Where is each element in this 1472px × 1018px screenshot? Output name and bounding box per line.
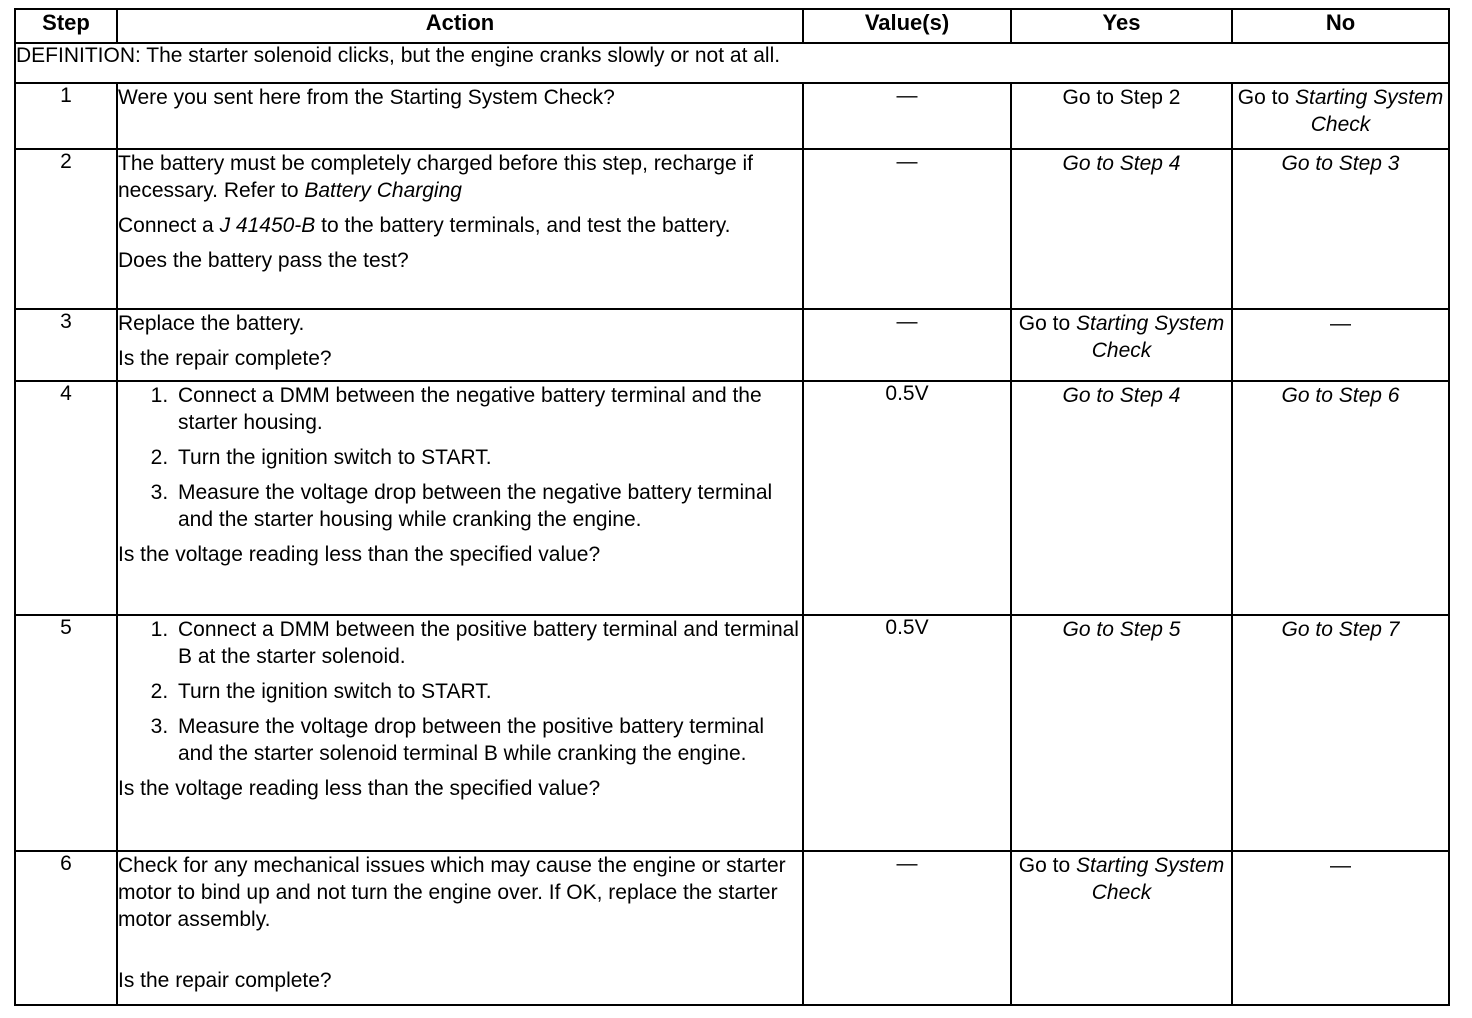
list-item: 2. Turn the ignition switch to START. [174,444,802,471]
action-question: Is the voltage reading less than the specified value? [118,543,601,566]
no-cell: — [1232,851,1449,1005]
action-text: Connect a [118,214,220,237]
procedure-list [118,382,802,533]
no-link[interactable]: Go to Step 6 [1232,381,1449,615]
table-row [15,83,1449,149]
step-number: 2 [15,149,117,309]
list-item: 3. Measure the voltage drop between the positive battery terminal and the starter solenoid terminal B while cranking the engine. [174,713,802,767]
table-row [15,309,1449,381]
no-link[interactable]: Go to Step 3 [1232,149,1449,309]
yes-cell [1011,309,1232,381]
header-no: No [1232,9,1449,43]
action-cell [117,83,803,149]
yes-prefix: Go to [1018,312,1076,335]
yes-prefix: Go to [1018,854,1076,877]
yes-link-starting-system-check[interactable]: Starting System Check [1075,312,1225,362]
no-prefix: Go to [1237,86,1295,109]
action-question: Were you sent here from the Starting System Check? [118,86,615,109]
header-yes: Yes [1011,9,1232,43]
value-cell: 0.5V [803,381,1011,615]
action-paragraph [118,212,802,239]
yes-cell [1011,851,1232,1005]
action-paragraph: Check for any mechanical issues which may cause the engine or starter motor to bind up and not turn the engine over. If OK, replace the starter motor assembly. [118,854,786,931]
list-item: 2. Turn the ignition switch to START. [174,678,802,705]
list-item: 3. Measure the voltage drop between the negative battery terminal and the starter housing while cranking the engine. [174,479,802,533]
action-cell [117,149,803,309]
table-row [15,851,1449,1005]
value-cell: — [803,851,1011,1005]
action-question: Does the battery pass the test? [118,249,409,272]
procedure-list [118,616,802,767]
action-text: to the battery terminals, and test the battery. [315,214,731,237]
list-item: 1. Connect a DMM between the positive battery terminal and terminal B at the starter solenoid. [174,616,802,670]
table-row [15,149,1449,309]
header-row [15,9,1449,43]
header-action: Action [117,9,803,43]
value-cell: — [803,149,1011,309]
diagnostic-table [14,8,1450,1006]
action-cell [117,309,803,381]
action-cell [117,615,803,851]
action-question: Is the repair complete? [118,347,332,370]
definition-row [15,43,1449,83]
table-row [15,615,1449,851]
action-question: Is the voltage reading less than the specified value? [118,777,601,800]
action-paragraph: Replace the battery. [118,312,305,335]
step-number: 6 [15,851,117,1005]
value-cell: — [803,83,1011,149]
value-cell: — [803,309,1011,381]
yes-link[interactable]: Go to Step 5 [1011,615,1232,851]
header-values: Value(s) [803,9,1011,43]
list-item: 1. Connect a DMM between the negative battery terminal and the starter housing. [174,382,802,436]
no-link-starting-system-check[interactable]: Starting System Check [1294,86,1444,136]
action-question: Is the repair complete? [118,969,332,992]
header-step: Step [15,9,117,43]
no-link[interactable]: Go to Step 7 [1232,615,1449,851]
value-cell: 0.5V [803,615,1011,851]
action-cell [117,851,803,1005]
battery-charging-link[interactable]: Battery Charging [304,179,462,202]
no-cell [1232,83,1449,149]
yes-link[interactable]: Go to Step 4 [1011,149,1232,309]
action-text: The battery must be completely charged before this step, recharge if necessary. Refer to [118,152,753,202]
table-row [15,381,1449,615]
step-number: 5 [15,615,117,851]
tool-number: J 41450-B [219,214,316,237]
action-cell [117,381,803,615]
yes-link-starting-system-check[interactable]: Starting System Check [1075,854,1225,904]
step-number: 4 [15,381,117,615]
definition-text: DEFINITION: The starter solenoid clicks, but the engine cranks slowly or not at all. [15,43,1449,83]
yes-link[interactable]: Go to Step 2 [1011,83,1232,149]
step-number: 1 [15,83,117,149]
no-cell: — [1232,309,1449,381]
yes-link[interactable]: Go to Step 4 [1011,381,1232,615]
action-paragraph [118,150,802,204]
step-number: 3 [15,309,117,381]
